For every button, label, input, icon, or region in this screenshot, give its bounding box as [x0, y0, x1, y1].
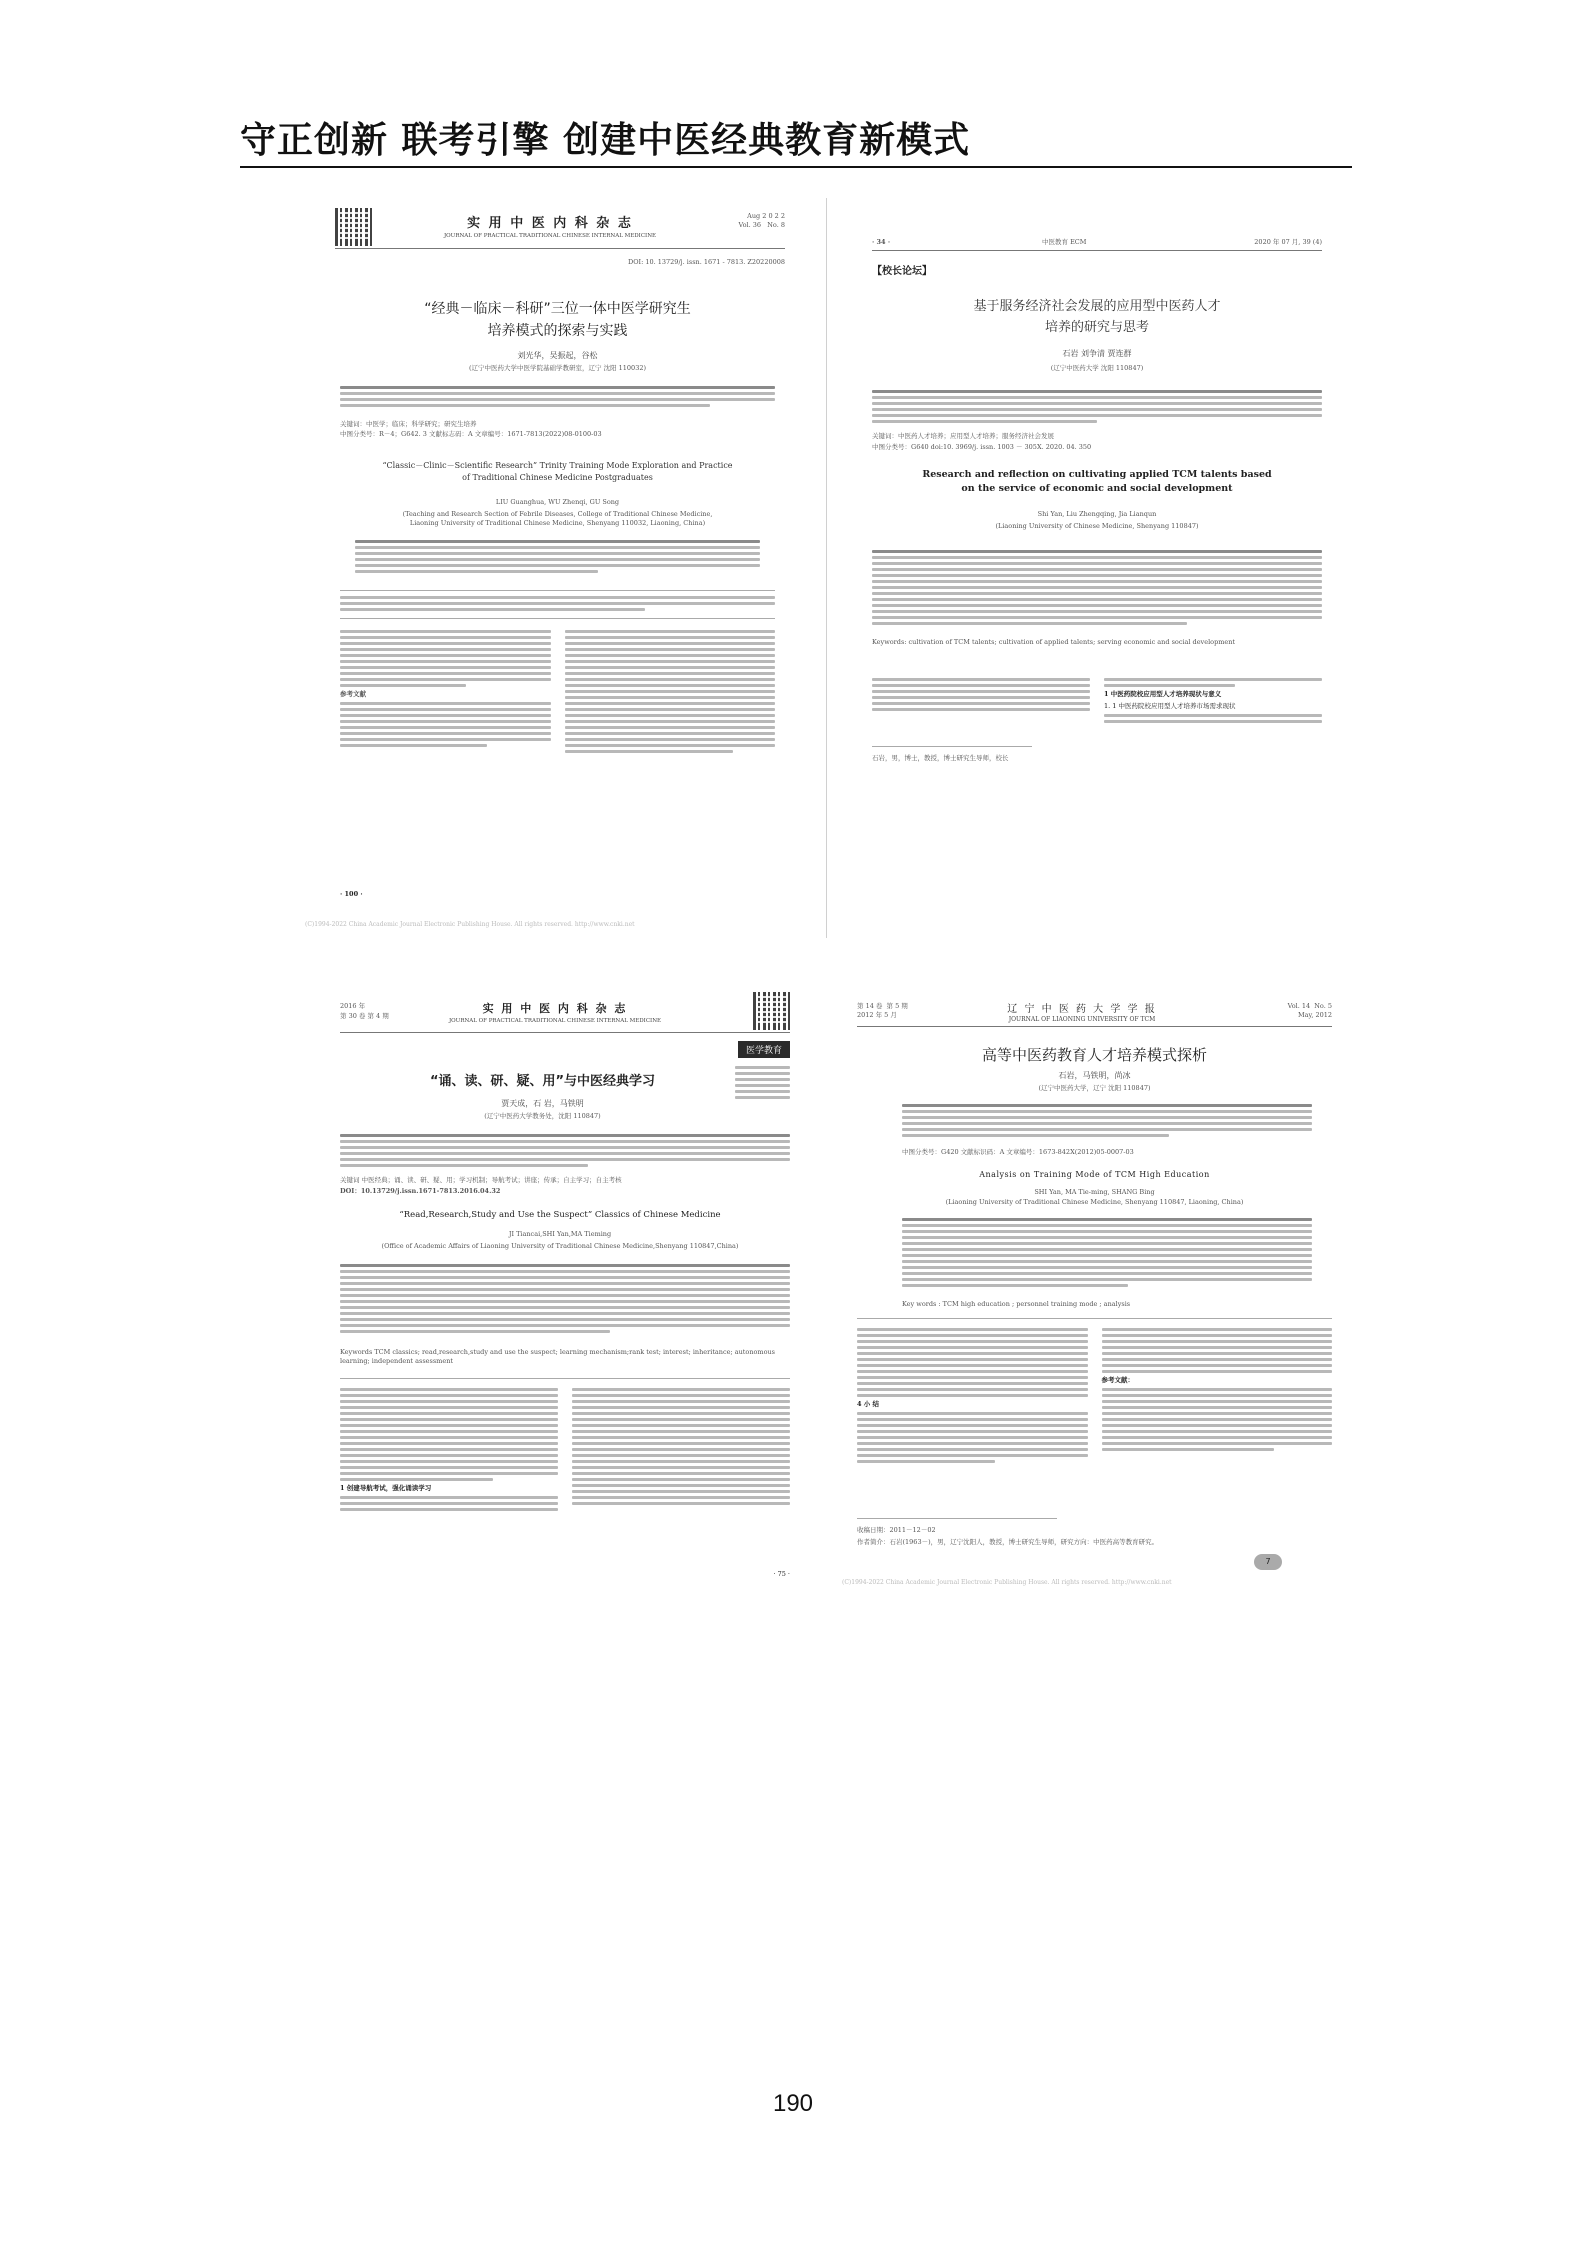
- section-label: 【校长论坛】: [872, 266, 932, 277]
- abstract-block: [872, 390, 1322, 423]
- section-heading-1-1: 1. 1 中医药院校应用型人才培养市场需求现状: [1104, 702, 1236, 710]
- affiliation-en: (Teaching and Research Section of Febrile Diseases, College of Traditional Chinese Medicine, Liaoning University of Traditional Chinese Medicine, Shenyang 110032, Liaoning, China): [402, 510, 713, 527]
- article-title: 高等中医药教育人才培养模式探析: [981, 1046, 1207, 1064]
- qr-code-icon: [753, 992, 791, 1030]
- abstract-en-block: [355, 540, 760, 573]
- issue-info: 第 30 卷 第 4 期: [340, 1012, 389, 1020]
- section-heading-1: 1 中医药院校应用型人才培养现状与意义: [1104, 690, 1222, 698]
- funding-block: [340, 596, 775, 611]
- issue-info: Aug 2 0 2 2 Vol. 36 No. 8: [738, 212, 785, 229]
- page-number-75: · 75 ·: [773, 1570, 790, 1578]
- classification: 中图分类号：R－4；G642. 3 文献标志码：A 文章编号：1671-7813(2022)08-0100-03: [340, 430, 602, 438]
- authors: 石岩，马铁明，尚冰: [1058, 1071, 1131, 1080]
- abstract-block: [340, 386, 775, 407]
- abstract-block: [902, 1104, 1312, 1137]
- journal-title-en: JOURNAL OF PRACTICAL TRADITIONAL CHINESE INTERNAL MEDICINE: [448, 1018, 662, 1024]
- doi: DOI: 10. 13729/j. issn. 1671 - 7813. Z20220008: [628, 258, 785, 266]
- journal-title: 实 用 中 医 内 科 杂 志: [482, 1002, 628, 1015]
- journal-title-en: JOURNAL OF PRACTICAL TRADITIONAL CHINESE INTERNAL MEDICINE: [443, 233, 657, 239]
- body-columns: [872, 678, 1322, 723]
- keywords-en: Keywords: cultivation of TCM talents; cultivation of applied talents; serving economic and social development: [872, 638, 1236, 646]
- article-title: 基于服务经济社会发展的应用型中医药人才 培养的研究与思考: [973, 299, 1221, 335]
- year: 2016 年: [340, 1002, 366, 1010]
- article-2-page: [842, 198, 1342, 938]
- abstract-en-block: [902, 1218, 1312, 1287]
- keywords-en: Key words : TCM high education ; personnel training mode ; analysis: [902, 1300, 1131, 1308]
- affiliation-en: (Liaoning University of Traditional Chinese Medicine, Shenyang 110847, Liaoning, China): [945, 1198, 1244, 1206]
- page-marker: · 34 ·: [872, 238, 891, 246]
- journal-title-en: JOURNAL OF LIAONING UNIVERSITY OF TCM: [1008, 1016, 1156, 1023]
- author-note: 作者简介：石岩(1963－)，男，辽宁沈阳人，教授，博士研究生导师，研究方向：中医药高等教育研究。: [857, 1538, 1159, 1546]
- issue-info: 2020 年 07 月, 39 (4): [1254, 238, 1322, 246]
- abstract-block: [340, 1134, 790, 1167]
- authors-en: LIU Guanghua, WU Zhenqi, GU Song: [495, 498, 620, 506]
- page-header: [240, 112, 1360, 163]
- affiliation: (辽宁中医药大学教务处，沈阳 110847): [484, 1112, 601, 1120]
- author-note: 石岩，男，博士，教授，博士研究生导师，校长: [872, 754, 1009, 762]
- keywords: 关键词 中医经典；诵、读、研、疑、用；学习机制；导航考试；讲座；传承；自主学习；自主考核: [340, 1176, 622, 1184]
- affiliation-en: (Office of Academic Affairs of Liaoning University of Traditional Chinese Medicine,Shenyang 110847,China): [381, 1242, 739, 1250]
- journal-title: 辽 宁 中 医 药 大 学 学 报: [1007, 1004, 1157, 1015]
- journal-title: 实 用 中 医 内 科 杂 志: [467, 216, 633, 231]
- affiliation-en: (Liaoning University of Chinese Medicine, Shenyang 110847): [995, 522, 1199, 530]
- keywords: 关键词：中医学；临床；科学研究；研究生培养: [340, 420, 477, 428]
- article-title-en: Analysis on Training Mode of TCM High Education: [979, 1170, 1210, 1179]
- keywords: 关键词：中医药人才培养；应用型人才培养；服务经济社会发展: [872, 432, 1054, 440]
- authors: 石岩 刘争清 贾连群: [1062, 349, 1132, 358]
- received-date: 收稿日期：2011－12－02: [857, 1526, 936, 1534]
- classification: 中图分类号：G640 doi:10. 3969/j. issn. 1003 － 305X. 2020. 04. 350: [872, 443, 1092, 451]
- article-meta-box: [735, 1066, 790, 1099]
- affiliation: (辽宁中医药大学中医学院基础学教研室，辽宁 沈阳 110032): [468, 364, 647, 372]
- authors-en: JI Tiancai,SHI Yan,MA Tieming: [508, 1230, 612, 1238]
- doi: DOI：10.13729/j.issn.1671-7813.2016.04.32: [340, 1187, 501, 1195]
- authors: 刘光华，吴振起，谷松: [517, 351, 598, 360]
- article-title: “诵、读、研、疑、用”与中医经典学习: [429, 1074, 656, 1089]
- authors: 贾天成，石 岩，马铁明: [501, 1099, 584, 1108]
- copyright: (C)1994-2022 China Academic Journal Electronic Publishing House. All rights reserved. http://www.cnki.net: [842, 1579, 1172, 1586]
- article-1-page: [300, 198, 805, 938]
- page-number: 190: [772, 2090, 814, 2117]
- section-badge: 医学教育: [738, 1041, 790, 1058]
- article-3-page: [300, 986, 805, 1786]
- abstract-en-block: [872, 550, 1322, 625]
- page-number-7: 7: [1254, 1554, 1282, 1570]
- article-title: “经典－临床－科研”三位一体中医学研究生 培养模式的探索与实践: [424, 301, 691, 339]
- page-title: 守正创新 联考引擎 创建中医经典教育新模式: [240, 120, 971, 161]
- article-title-en: Research and reflection on cultivating applied TCM talents based on the service of economic and social development: [922, 469, 1272, 494]
- authors-en: Shi Yan, Liu Zhengqing, Jia Lianqun: [1037, 510, 1157, 518]
- article-4-page: [842, 986, 1342, 1786]
- article-title-en: “Classic－Clinic－Scientific Research” Trinity Training Mode Exploration and Practice of Traditional Chinese Medicine Postgraduates: [382, 461, 733, 482]
- issue-left: 第 14 卷 第 5 期 2012 年 5 月: [857, 1002, 908, 1019]
- abstract-en-block: [340, 1264, 790, 1333]
- classification: 中图分类号：G420 文献标识码：A 文章编号：1673-842X(2012)05-0007-03: [902, 1148, 1134, 1156]
- copyright: (C)1994-2022 China Academic Journal Electronic Publishing House. All rights reserved. http://www.cnki.net: [305, 921, 635, 928]
- references-label: 参考文献: [340, 690, 366, 698]
- section-heading-1: 1 创建导航考试，强化诵读学习: [340, 1484, 432, 1492]
- affiliation: (辽宁中医药大学，辽宁 沈阳 110847): [1038, 1084, 1151, 1092]
- issue-right: Vol. 14 No. 5 May, 2012: [1287, 1002, 1332, 1019]
- section-heading-4: 4 小 结: [857, 1400, 880, 1408]
- qr-code-icon: [335, 208, 373, 246]
- references-label: 参考文献：: [1101, 1376, 1134, 1384]
- body-columns: [340, 630, 775, 753]
- article-title-en: “Read,Research,Study and Use the Suspect” Classics of Chinese Medicine: [399, 1210, 721, 1220]
- body-columns: [340, 1388, 790, 1511]
- journal-name: 中医教育 ECM: [1042, 238, 1087, 246]
- affiliation: (辽宁中医药大学 沈阳 110847): [1050, 364, 1144, 372]
- keywords-en: Keywords TCM classics; read,research,study and use the suspect; learning mechanism;rank test; interest; inheritance; autonomous learning; independent assessment: [340, 1348, 776, 1365]
- page-number-100: · 100 ·: [340, 890, 363, 898]
- authors-en: SHI Yan, MA Tie-ming, SHANG Bing: [1034, 1188, 1155, 1196]
- body-columns: [857, 1328, 1332, 1463]
- header-rule: [240, 166, 1352, 168]
- column-divider: [826, 198, 827, 938]
